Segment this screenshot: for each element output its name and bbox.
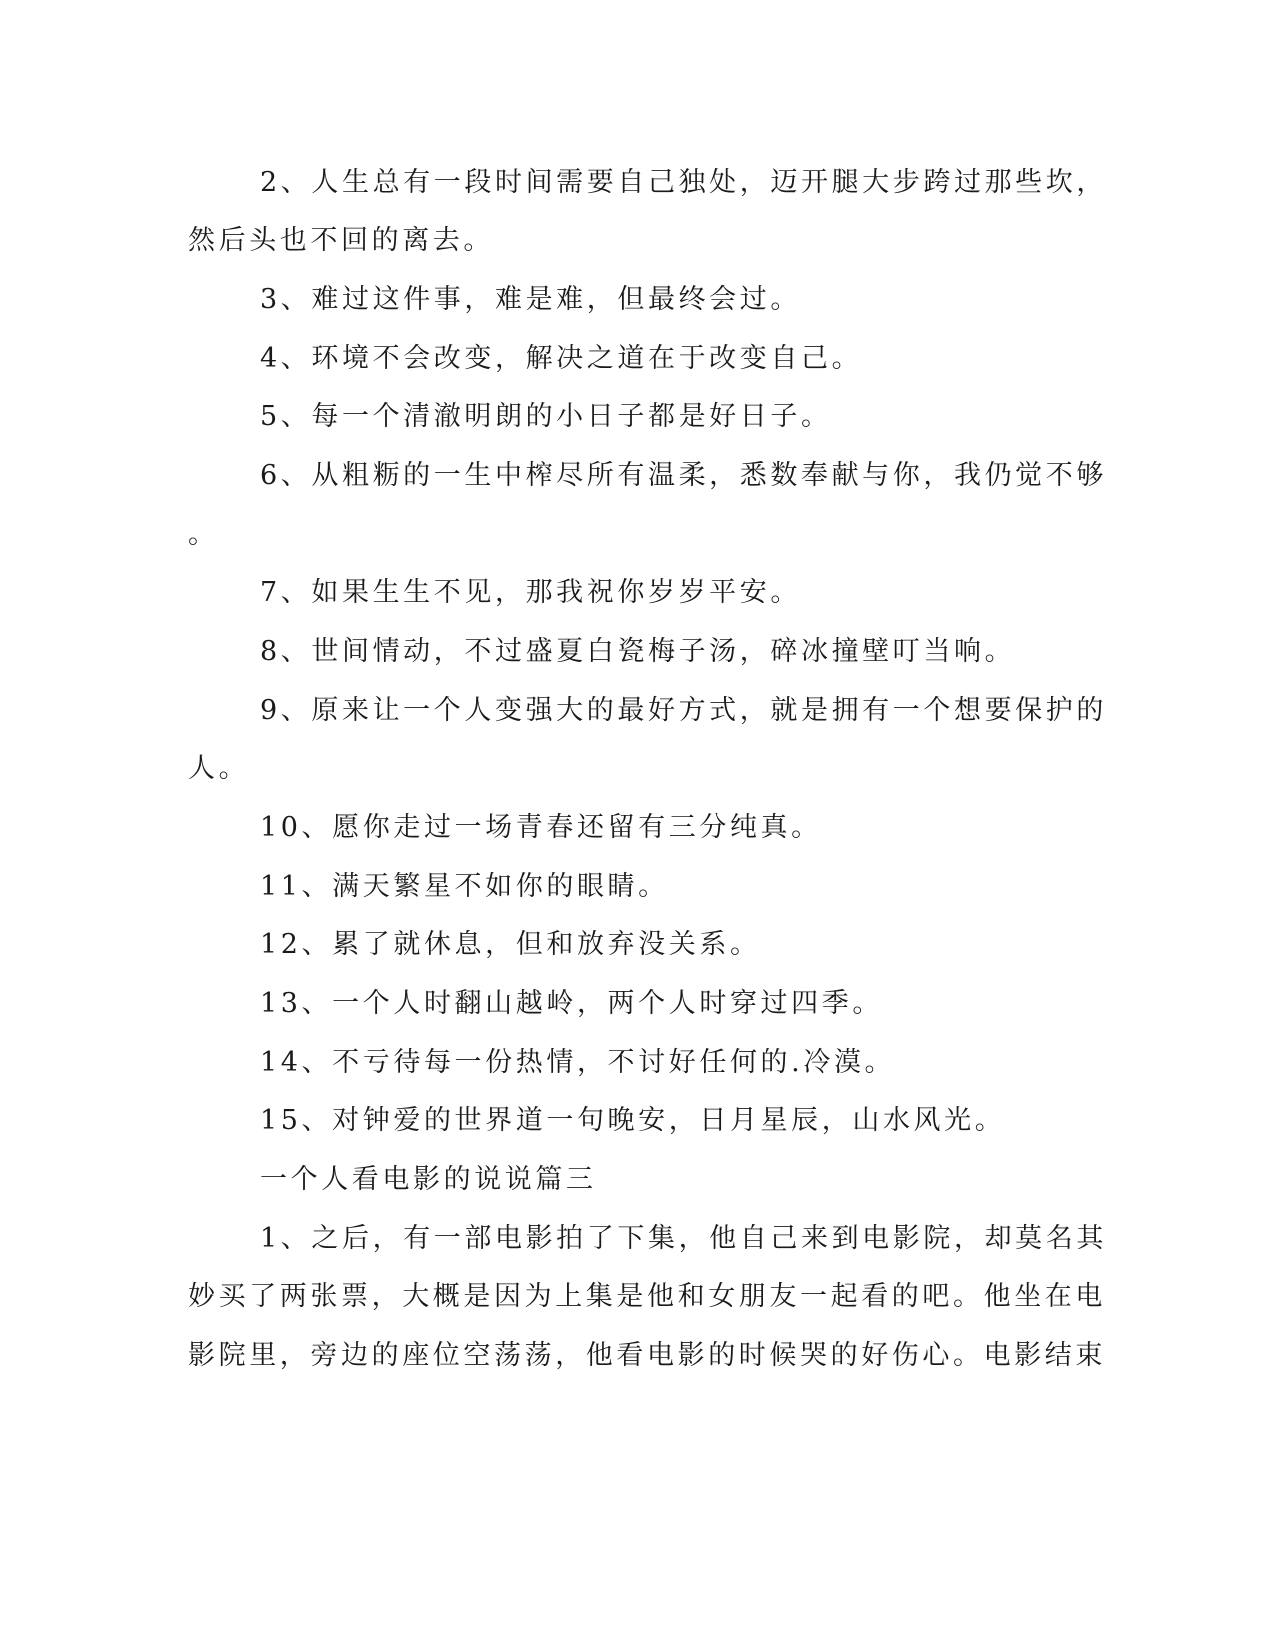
paragraph-line: 。 (188, 519, 219, 550)
paragraph-line: 3、难过这件事，难是难，但最终会过。 (260, 284, 801, 315)
paragraph-line: 5、每一个清澈明朗的小日子都是好日子。 (260, 401, 832, 432)
paragraph-line: 7、如果生生不见，那我祝你岁岁平安。 (260, 577, 801, 608)
paragraph-line: 9、原来让一个人变强大的最好方式，就是拥有一个想要保护的 (260, 695, 1107, 726)
paragraph-line: 然后头也不回的离去。 (188, 225, 494, 256)
paragraph-line: 12、累了就休息，但和放弃没关系。 (260, 929, 761, 960)
paragraph-line: 6、从粗粝的一生中榨尽所有温柔，悉数奉献与你，我仍觉不够 (260, 460, 1107, 491)
paragraph-line: 人。 (188, 753, 250, 784)
paragraph-line: 13、一个人时翻山越岭，两个人时穿过四季。 (260, 988, 883, 1019)
paragraph-line: 11、满天繁星不如你的眼睛。 (260, 871, 669, 902)
paragraph-line: 8、世间情动，不过盛夏白瓷梅子汤，碎冰撞壁叮当响。 (260, 636, 1016, 667)
paragraph-line: 1、之后，有一部电影拍了下集，他自己来到电影院，却莫名其 (260, 1223, 1107, 1254)
paragraph-line: 10、愿你走过一场青春还留有三分纯真。 (260, 812, 822, 843)
paragraph-line: 2、人生总有一段时间需要自己独处，迈开腿大步跨过那些坎， (260, 167, 1107, 198)
paragraph-line: 14、不亏待每一份热情，不讨好任何的.冷漠。 (260, 1047, 896, 1078)
paragraph-line: 15、对钟爱的世界道一句晚安，日月星辰，山水风光。 (260, 1105, 1006, 1136)
section-heading: 一个人看电影的说说篇三 (260, 1164, 597, 1195)
paragraph-line: 4、环境不会改变，解决之道在于改变自己。 (260, 343, 863, 374)
paragraph-line: 影院里，旁边的座位空荡荡，他看电影的时候哭的好伤心。电影结束 (188, 1340, 1106, 1371)
paragraph-line: 妙买了两张票，大概是因为上集是他和女朋友一起看的吧。他坐在电 (188, 1281, 1106, 1312)
